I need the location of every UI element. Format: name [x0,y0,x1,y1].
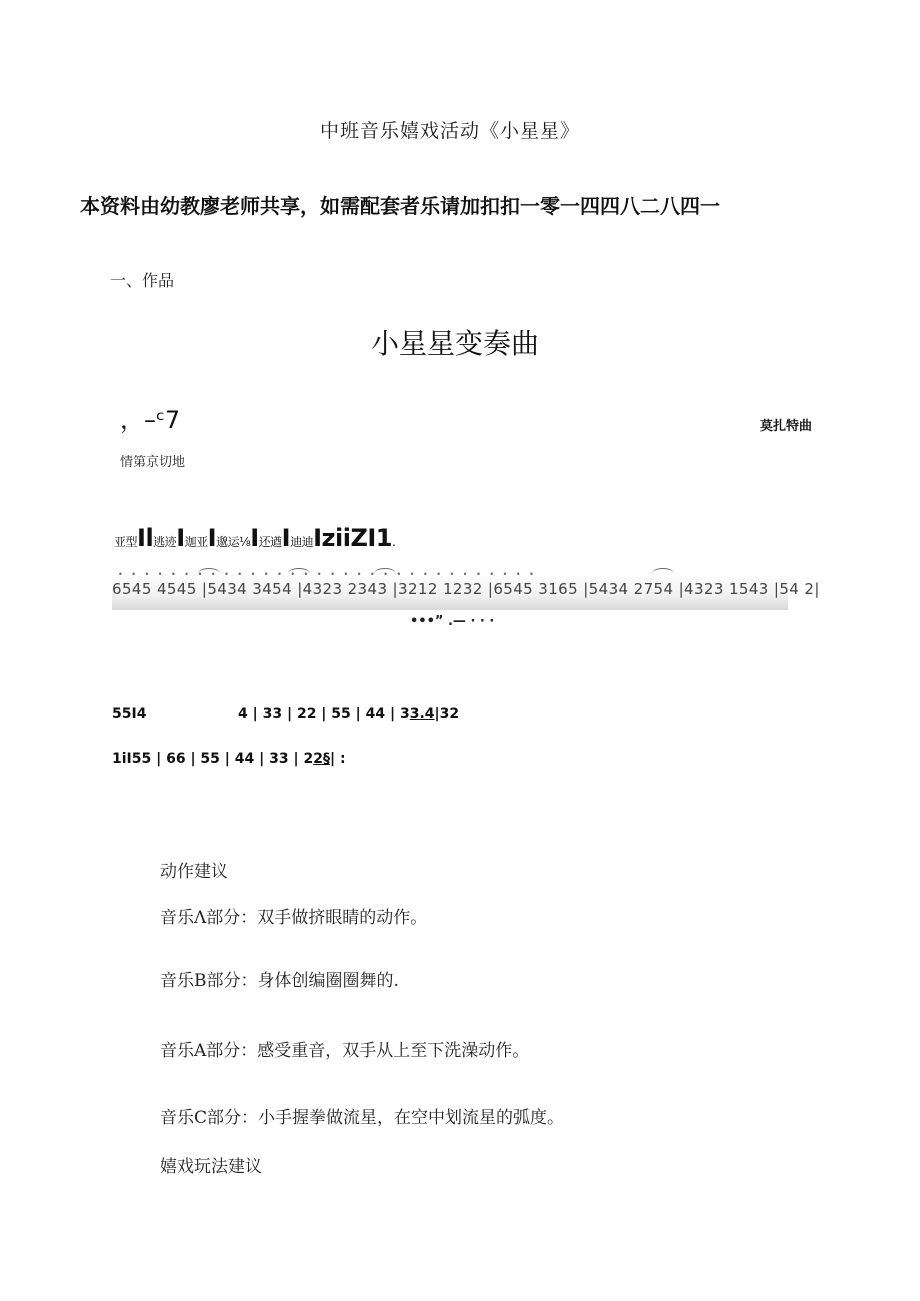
notation-row: 6545 4545 |5434 3454 |4323 2343 |3212 1232 |6545 3165 |5434 2754 |4323 1543 |54 2| [112,580,820,598]
notation-strip-image [112,570,820,610]
score-segment: |32 [434,706,460,722]
score-line-2-left: 55I4 [112,706,147,722]
slur-arc [198,568,220,579]
garbled-fragment: 迪迪 [290,535,314,549]
score-segment-underlined: 3.4 [409,706,435,722]
notation-tail: •••” .— · · · [410,614,495,629]
composer-credit: 莫扎特曲 [760,419,813,434]
action-item: 音乐B部分：身体创编圈圈舞的. [160,971,399,991]
garbled-fragment: . [392,535,396,549]
notice-text: 本资料由幼教廖老师共享，如需配套者乐请加扣扣一零一四四八二八四一 [80,194,720,218]
score-line-2-right [238,706,459,722]
garbled-fragment: I [281,524,291,552]
action-item: 音乐A部分：感受重音，双手从上至下洗澡动作。 [160,1041,530,1061]
score-segment: 4 | 33 | 22 | 55 | 44 | 3 [238,706,410,722]
garbled-fragment: 迦亚 [184,535,208,549]
garbled-fragment: 亚型 [114,535,138,549]
games-heading: 嬉戏玩法建议 [160,1157,262,1177]
action-item: 音乐Λ部分：双手做挤眼睛的动作。 [160,908,428,928]
tempo-marking: 情第京切地 [120,455,186,470]
actions-heading: 动作建议 [160,862,228,882]
garbled-fragment: I [207,524,217,552]
document-title: 中班音乐嬉戏活动《小星星》 [319,120,580,142]
song-title: 小星星变奏曲 [370,327,539,360]
garbled-fragment: 还遒 [258,535,282,549]
garbled-fragment: Il [137,524,154,552]
notation-dots: • • • • • • • • • • • • • • • • • • • • • • • • • • • • • • • • [118,570,537,579]
slur-arc [652,568,674,579]
garbled-fragment: I [176,524,185,552]
action-item: 音乐C部分：小手握拳做流星，在空中划流星的弧度。 [160,1108,565,1128]
garbled-fragment: IziiZI1 [313,524,393,552]
score-line-2 [112,706,460,722]
score-segment-underlined: 2§ [313,751,330,767]
score-segment: 1iI55 | 66 | 55 | 44 | 33 | 2 [112,751,314,767]
section-heading-works: 一、作品 [110,271,175,290]
garbled-fragment: 逃迹 [153,535,177,549]
slur-arc [288,568,310,579]
score-line-3 [112,751,346,767]
garbled-score-line [114,524,395,552]
garbled-fragment: I [250,524,259,552]
score-segment: | : [329,751,346,767]
garbled-fragment: 邈运⅛ [216,535,251,549]
slur-arc [374,568,396,579]
key-signature: ，–ᶜ7 [120,406,181,434]
